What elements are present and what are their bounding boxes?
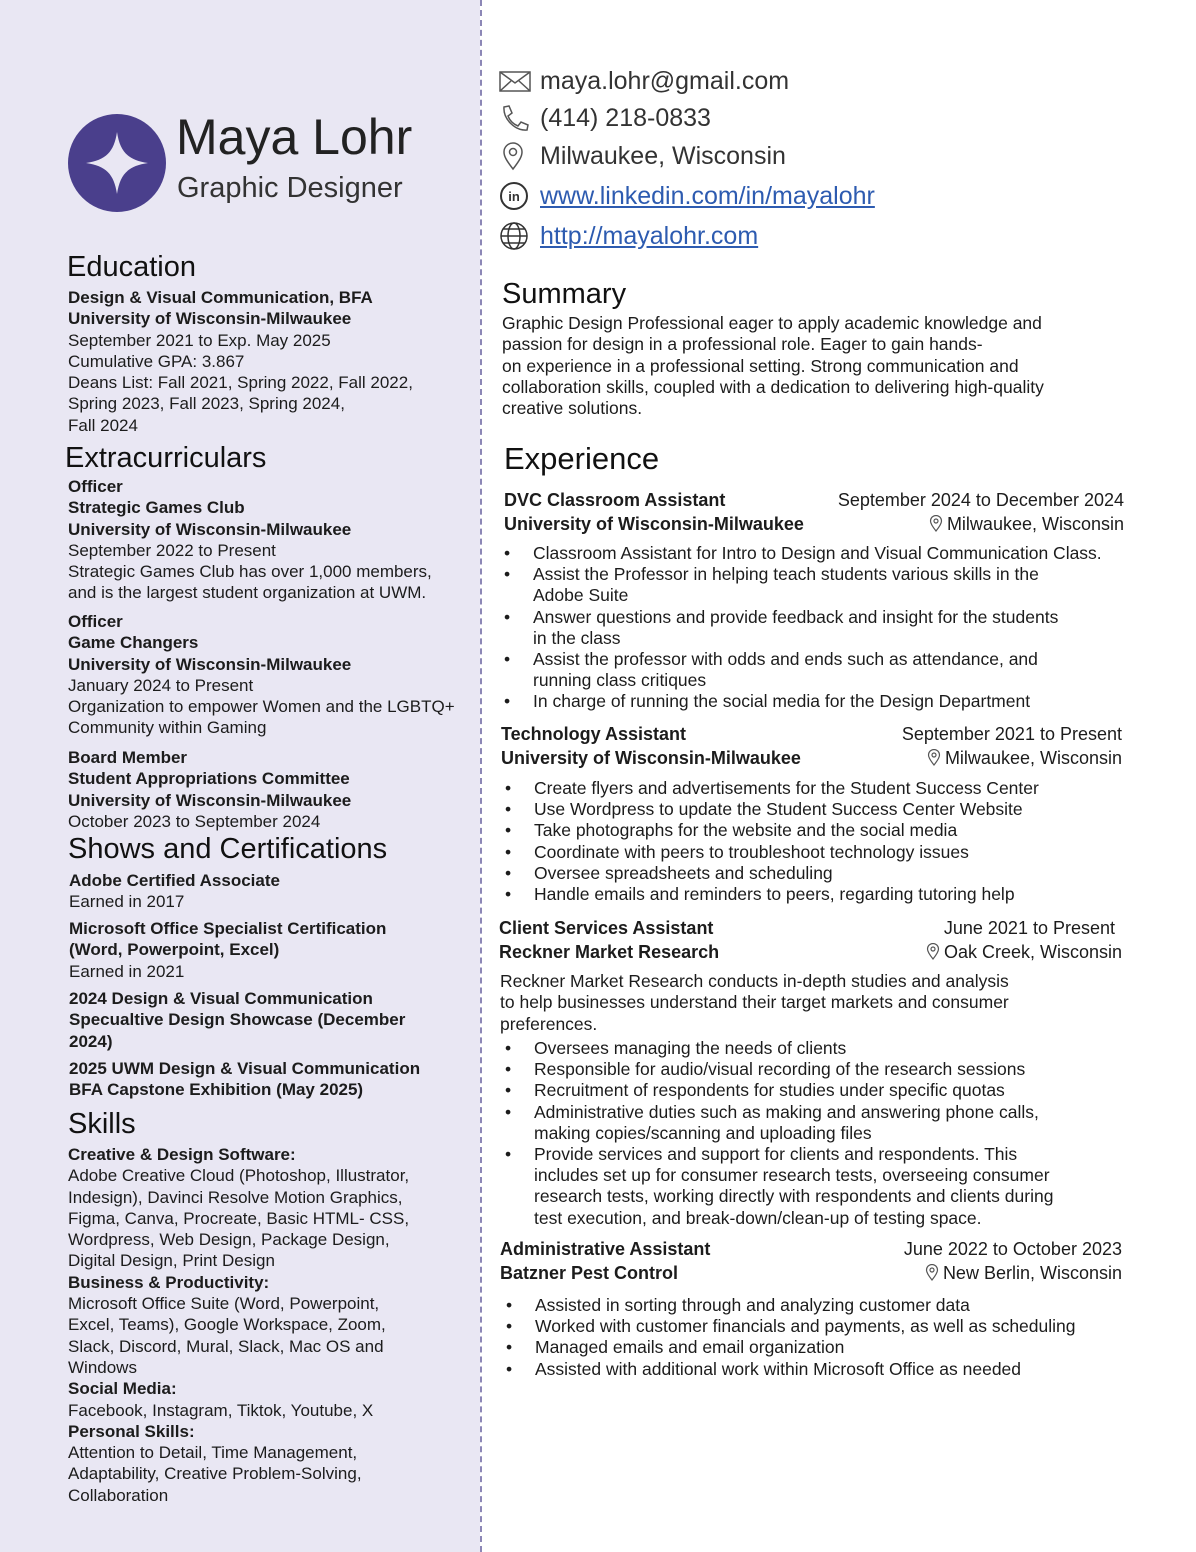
linkedin-icon (498, 181, 532, 211)
bullet: • Create flyers and advertisements for the Student Success Center (501, 778, 1141, 799)
job-org: University of Wisconsin-Milwaukee (501, 748, 801, 768)
cert-item (69, 870, 280, 913)
contact-website[interactable] (498, 221, 758, 251)
extracurricular-item (68, 747, 351, 832)
dates: January 2024 to Present (68, 675, 254, 695)
description: Community within Gaming (68, 718, 267, 738)
skill-line: Attention to Detail, Time Management, (68, 1443, 358, 1463)
skill-group-label: Personal Skills: (68, 1421, 195, 1441)
bullet: • Assisted in sorting through and analyzing customer data (502, 1295, 1142, 1316)
organization: Strategic Games Club (68, 498, 245, 518)
job-org: Batzner Pest Control (500, 1263, 679, 1283)
show-title: 2025 UWM Design & Visual Communication (69, 1059, 421, 1078)
organization: Student Appropriations Committee (68, 769, 350, 789)
location-pin-icon (498, 141, 532, 171)
job-dates: September 2021 to Present (901, 724, 1122, 744)
logo-star-icon (68, 114, 166, 212)
dates: September 2022 to Present (68, 540, 276, 560)
education-heading: Education (67, 251, 196, 283)
bullet: • Oversees managing the needs of clients (501, 1038, 1141, 1059)
bullet: • Recruitment of respondents for studies under specific quotas (501, 1080, 1141, 1101)
summary-line: passion for design in a professional role. Eager to gain hands- (502, 334, 983, 355)
skill-line: Wordpress, Web Design, Package Design, (68, 1230, 390, 1250)
organization: Game Changers (68, 633, 199, 653)
bullet: • Assisted with additional work within Microsoft Office as needed (502, 1359, 1142, 1380)
job-bullets (501, 778, 1141, 905)
job-location: Oak Creek, Wisconsin (926, 942, 1122, 963)
cert-item (69, 918, 386, 982)
description: Organization to empower Women and the LGBTQ+ (68, 697, 455, 717)
job-org: Reckner Market Research (499, 942, 720, 962)
show-title: 2024) (69, 1031, 113, 1051)
mail-icon (498, 66, 532, 96)
position: Board Member (68, 748, 188, 767)
bullet: • Administrative duties such as making and answering phone calls, making copies/scanning and uploading files (501, 1102, 1141, 1144)
school: University of Wisconsin-Milwaukee (68, 654, 352, 674)
description: and is the largest student organization at UWM. (68, 583, 427, 603)
show-title: 2024 Design & Visual Communication (69, 989, 373, 1008)
column-divider (480, 0, 482, 1552)
job-location: Milwaukee, Wisconsin (929, 514, 1124, 535)
degree: Design & Visual Communication, BFA (68, 288, 373, 307)
extracurricular-item (68, 611, 455, 739)
globe-icon (498, 221, 532, 251)
bullet: • Managed emails and email organization (502, 1337, 1142, 1358)
bullet: • Answer questions and provide feedback and insight for the students in the class (500, 607, 1140, 649)
description-line: to help businesses understand their target markets and consumer (500, 992, 1009, 1013)
show-title: Specualtive Design Showcase (December (69, 1010, 406, 1030)
description: Strategic Games Club has over 1,000 members, (68, 562, 432, 582)
location-pin-icon (925, 1264, 939, 1281)
skill-group-label: Social Media: (68, 1379, 177, 1399)
skill-line: Facebook, Instagram, Tiktok, Youtube, X (68, 1400, 374, 1420)
job-bullets (500, 543, 1140, 713)
bullet: • Provide services and support for clients and respondents. This includes set up for consumer research tests, overseeing consumer research tests, working directly with respondents and clients during test execution, and break-down/clean-up of testing space. (501, 1144, 1141, 1229)
bullet: • In charge of running the social media for the Design Department (500, 691, 1140, 712)
location-text: Milwaukee, Wisconsin (540, 141, 786, 170)
job-entry (501, 724, 1122, 772)
bullet: • Oversee spreadsheets and scheduling (501, 863, 1141, 884)
cert-title: Microsoft Office Specialist Certification (69, 919, 387, 938)
deans-line: Fall 2024 (68, 415, 138, 435)
extracurriculars-heading: Extracurriculars (65, 442, 267, 474)
job-entry (500, 1239, 1122, 1287)
dates: September 2021 to Exp. May 2025 (68, 330, 331, 350)
website-link[interactable]: http://mayalohr.com (540, 221, 759, 250)
location-pin-icon (929, 515, 943, 532)
name: Maya Lohr (176, 109, 413, 165)
linkedin-link[interactable]: www.linkedin.com/in/mayalohr (540, 181, 875, 210)
bullet: • Coordinate with peers to troubleshoot technology issues (501, 842, 1141, 863)
skill-group-label: Creative & Design Software: (68, 1145, 296, 1164)
job-bullets (501, 1038, 1141, 1229)
skill-line: Microsoft Office Suite (Word, Powerpoint, (68, 1294, 380, 1314)
job-location: Milwaukee, Wisconsin (927, 748, 1122, 769)
job-dates: June 2021 to Present (943, 918, 1115, 938)
bullet: • Take photographs for the website and the social media (501, 820, 1141, 841)
cert-note: Earned in 2017 (69, 892, 185, 912)
bullet: • Use Wordpress to update the Student Success Center Website (501, 799, 1141, 820)
job-title: Client Services Assistant (499, 918, 714, 938)
skills-heading: Skills (68, 1108, 136, 1140)
summary-text (502, 313, 1044, 419)
school: University of Wisconsin-Milwaukee (68, 790, 352, 810)
contact-linkedin[interactable] (498, 181, 875, 211)
summary-line: Graphic Design Professional eager to apply academic knowledge and (502, 313, 1042, 333)
phone-text: (414) 218-0833 (540, 103, 711, 132)
job-title: DVC Classroom Assistant (504, 490, 726, 510)
bullet: • Worked with customer financials and payments, as well as scheduling (502, 1316, 1142, 1337)
skill-line: Windows (68, 1357, 137, 1377)
description-line: Reckner Market Research conducts in-depth studies and analysis (500, 971, 1009, 991)
show-title: BFA Capstone Exhibition (May 2025) (69, 1080, 364, 1100)
skill-line: Slack, Discord, Mural, Slack, Mac OS and (68, 1336, 384, 1356)
contact-phone[interactable] (498, 103, 711, 133)
shows-heading: Shows and Certifications (68, 833, 388, 865)
job-org: University of Wisconsin-Milwaukee (504, 514, 804, 534)
show-item (69, 988, 405, 1052)
deans-line: Spring 2023, Fall 2023, Spring 2024, (68, 394, 345, 414)
gpa: Cumulative GPA: 3.867 (68, 351, 245, 371)
skill-line: Digital Design, Print Design (68, 1251, 275, 1271)
skill-line: Adobe Creative Cloud (Photoshop, Illustrator, (68, 1166, 410, 1186)
education-block (68, 287, 413, 436)
job-entry (504, 490, 1124, 538)
school: University of Wisconsin-Milwaukee (68, 309, 352, 329)
skills-block (68, 1144, 409, 1506)
skill-line: Excel, Teams), Google Workspace, Zoom, (68, 1315, 386, 1335)
summary-heading: Summary (502, 278, 627, 310)
location-pin-icon (927, 749, 941, 766)
role: Graphic Designer (177, 172, 403, 204)
bullet: • Responsible for audio/visual recording of the research sessions (501, 1059, 1141, 1080)
dates: October 2023 to September 2024 (68, 811, 321, 831)
bullet: • Assist the Professor in helping teach students various skills in the Adobe Suite (500, 564, 1140, 606)
school: University of Wisconsin-Milwaukee (68, 519, 352, 539)
location-pin-icon (926, 943, 940, 960)
description-line: preferences. (500, 1013, 598, 1034)
skill-line: Collaboration (68, 1485, 169, 1505)
svg-text:in: in (508, 189, 520, 204)
extracurricular-item (68, 476, 432, 604)
job-description (500, 971, 1009, 1035)
skill-line: Adaptability, Creative Problem-Solving, (68, 1464, 362, 1484)
summary-line: creative solutions. (502, 398, 643, 419)
cert-note: Earned in 2021 (69, 961, 185, 981)
job-entry (499, 918, 1122, 966)
contact-location (498, 141, 786, 171)
deans-line: Deans List: Fall 2021, Spring 2022, Fall 2022, (68, 373, 413, 393)
job-bullets (502, 1295, 1142, 1380)
cert-title: Adobe Certified Associate (69, 871, 280, 890)
bullet: • Handle emails and reminders to peers, regarding tutoring help (501, 884, 1141, 905)
job-title: Technology Assistant (501, 724, 687, 744)
job-dates: September 2024 to December 2024 (837, 490, 1124, 510)
job-location: New Berlin, Wisconsin (925, 1263, 1122, 1284)
position: Officer (68, 477, 123, 496)
contact-email[interactable] (498, 66, 789, 96)
skill-group-label: Business & Productivity: (68, 1272, 270, 1292)
cert-title: (Word, Powerpoint, Excel) (69, 940, 280, 960)
phone-icon (498, 103, 532, 133)
summary-line: collaboration skills, coupled with a dedication to delivering high-quality (502, 376, 1044, 397)
email-text: maya.lohr@gmail.com (540, 66, 790, 95)
show-item (69, 1058, 420, 1101)
summary-line: on experience in a professional setting. Strong communication and (502, 355, 1019, 376)
job-title: Administrative Assistant (500, 1239, 711, 1259)
experience-heading: Experience (504, 441, 660, 476)
job-dates: June 2022 to October 2023 (903, 1239, 1122, 1259)
bullet: • Assist the professor with odds and ends such as attendance, and running class critiques (500, 649, 1140, 691)
skill-line: Indesign), Davinci Resolve Motion Graphics, (68, 1187, 403, 1207)
bullet: • Classroom Assistant for Intro to Design and Visual Communication Class. (500, 543, 1140, 564)
position: Officer (68, 612, 123, 631)
skill-line: Figma, Canva, Procreate, Basic HTML- CSS, (68, 1208, 410, 1228)
